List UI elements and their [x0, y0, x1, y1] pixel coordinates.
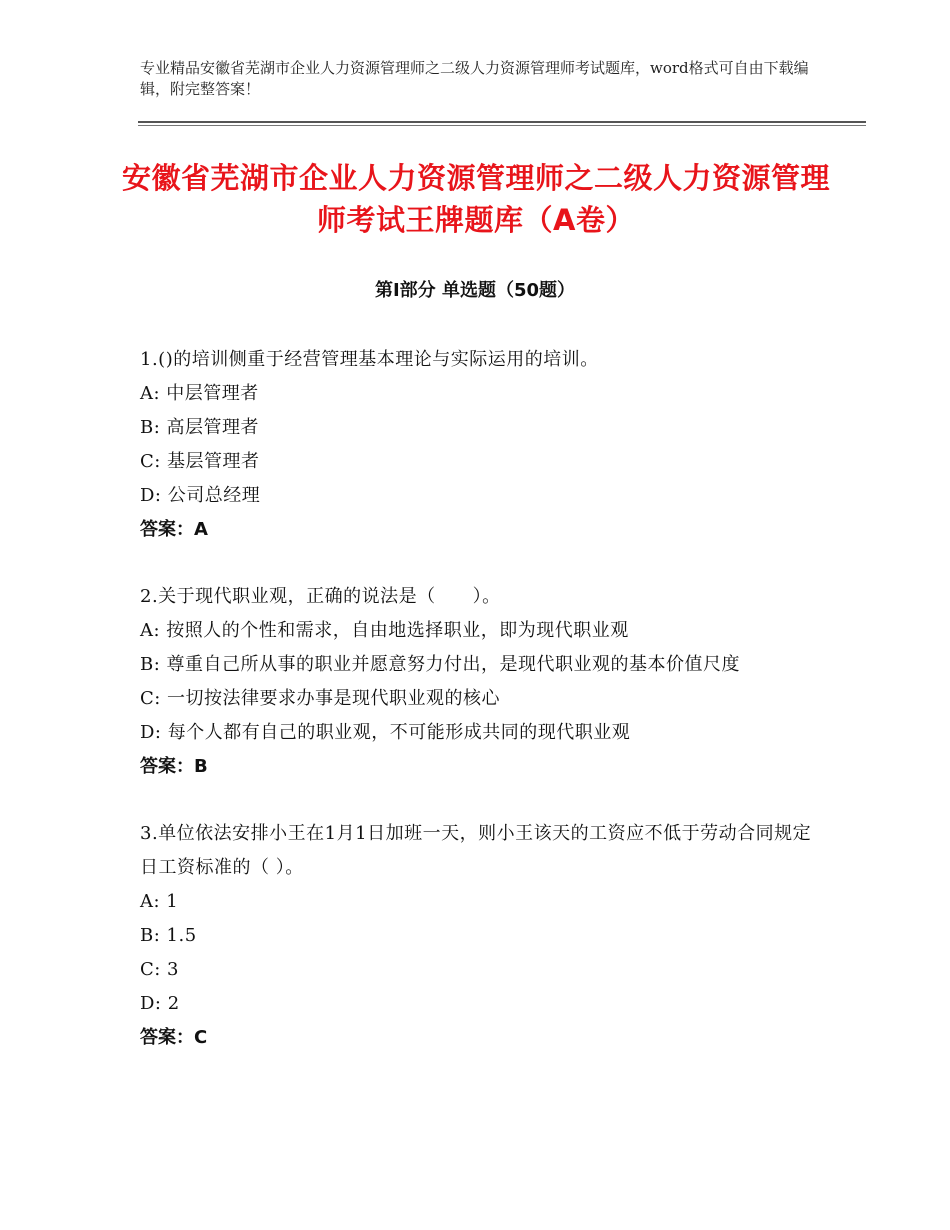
option-c: C: 基层管理者 — [140, 451, 260, 472]
question-stem: 1.()的培训侧重于经营管理基本理论与实际运用的培训。 — [140, 349, 599, 370]
question-list — [140, 343, 815, 1088]
option-d: D: 公司总经理 — [140, 485, 261, 506]
header-divider-thin — [138, 125, 866, 126]
question-2 — [140, 580, 815, 784]
header-divider-thick — [138, 121, 866, 123]
option-b: B: 尊重自己所从事的职业并愿意努力付出，是现代职业观的基本价值尺度 — [140, 654, 741, 675]
option-a: A: 1 — [140, 891, 179, 912]
option-d: D: 每个人都有自己的职业观，不可能形成共同的现代职业观 — [140, 722, 631, 743]
question-1 — [140, 343, 815, 547]
option-b: B: 高层管理者 — [140, 417, 260, 438]
answer: 答案：C — [140, 1027, 208, 1048]
question-stem: 3.单位依法安排小王在1月1日加班一天，则小王该天的工资应不低于劳动合同规定日工资标准的（ ）。 — [140, 823, 812, 878]
answer: 答案：B — [140, 756, 208, 777]
option-c: C: 一切按法律要求办事是现代职业观的核心 — [140, 688, 501, 709]
document-title: 安徽省芜湖市企业人力资源管理师之二级人力资源管理师考试王牌题库（A卷） — [121, 161, 830, 237]
question-3 — [140, 817, 815, 1055]
answer: 答案：A — [140, 519, 208, 540]
question-stem: 2.关于现代职业观，正确的说法是（ ）。 — [140, 586, 501, 607]
section-title: 第Ⅰ部分 单选题（50题） — [374, 280, 575, 301]
option-c: C: 3 — [140, 959, 180, 980]
option-a: A: 中层管理者 — [140, 383, 259, 404]
option-a: A: 按照人的个性和需求，自由地选择职业，即为现代职业观 — [140, 620, 629, 641]
header-note: 专业精品安徽省芜湖市企业人力资源管理师之二级人力资源管理师考试题库，word格式可自由下载编辑，附完整答案！ — [140, 59, 809, 98]
option-b: B: 1.5 — [140, 925, 197, 946]
option-d: D: 2 — [140, 993, 180, 1014]
